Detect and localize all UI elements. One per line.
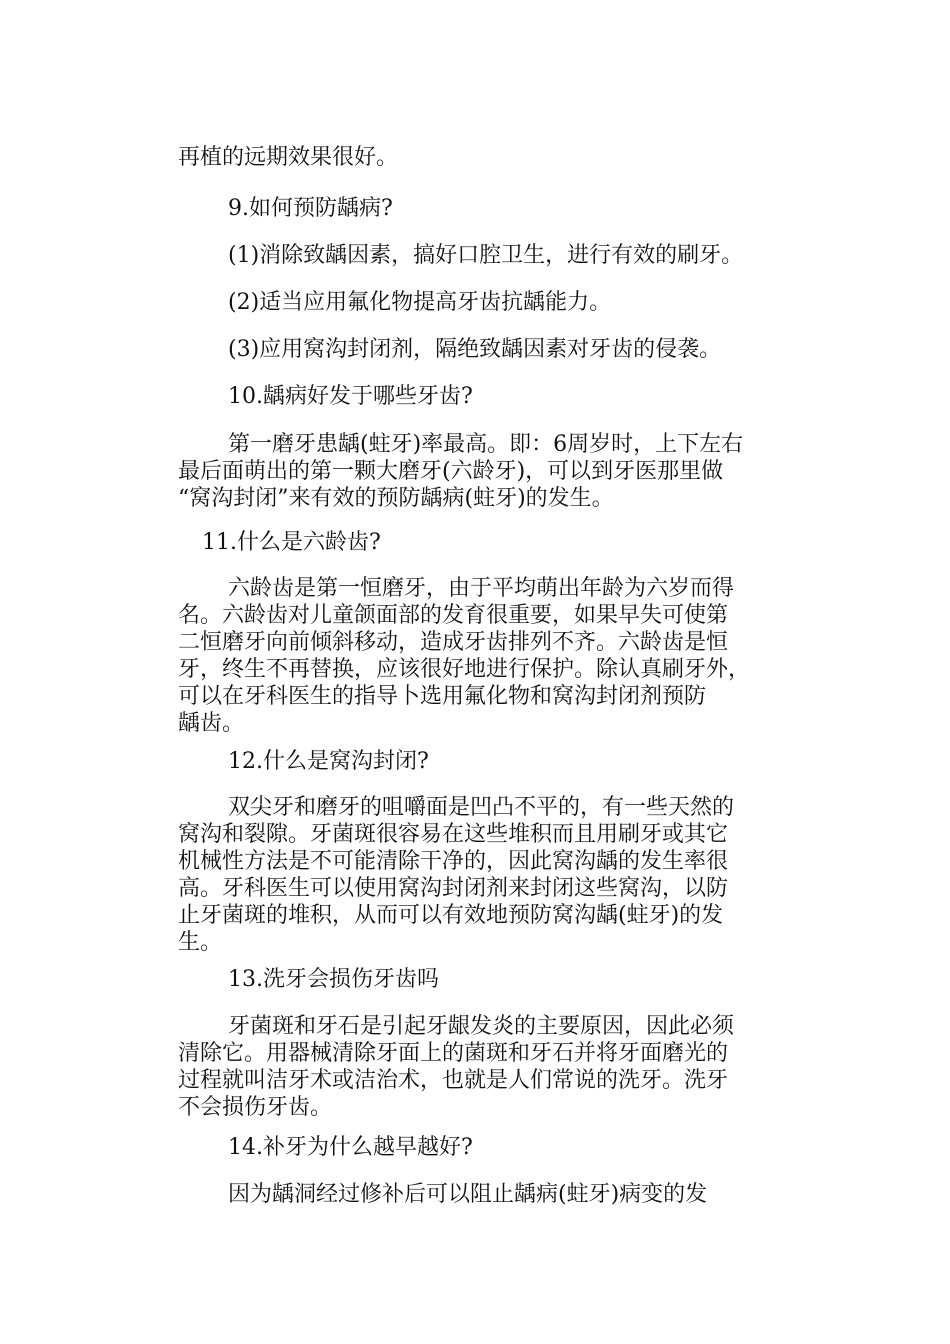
question-heading: 12.什么是窝沟封闭? bbox=[228, 749, 429, 774]
paragraph-line: 因为龋洞经过修补后可以阻止龋病(蛀牙)病变的发 bbox=[228, 1182, 708, 1207]
paragraph-line: 止牙菌斑的堆积，从而可以有效地预防窝沟龋(蛀牙)的发 bbox=[178, 903, 724, 928]
paragraph-line: 生。 bbox=[178, 930, 223, 955]
paragraph-line: 不会损伤牙齿。 bbox=[178, 1095, 333, 1120]
paragraph-line: 二恒磨牙向前倾斜移动，造成牙齿排列不齐。六龄齿是恒 bbox=[178, 630, 729, 655]
paragraph-line: 清除它。用器械清除牙面上的菌斑和牙石并将牙面磨光的 bbox=[178, 1041, 729, 1066]
paragraph-line: 再植的远期效果很好。 bbox=[178, 145, 399, 170]
paragraph-line: 第一磨牙患龋(蛀牙)率最高。即：6周岁时，上下左右 bbox=[228, 432, 744, 457]
paragraph-line: 窝沟和裂隙。牙菌斑很容易在这些堆积而且用刷牙或其它 bbox=[178, 822, 729, 847]
paragraph-line: 过程就叫洁牙术或洁治术，也就是人们常说的洗牙。洗牙 bbox=[178, 1068, 729, 1093]
paragraph-line: 牙菌斑和牙石是引起牙龈发炎的主要原因，因此必须 bbox=[228, 1014, 735, 1039]
question-heading: 11.什么是六龄齿? bbox=[202, 530, 381, 555]
question-heading: 10.龋病好发于哪些牙齿? bbox=[228, 384, 473, 409]
paragraph-line: 最后面萌出的第一颗大磨牙(六龄牙)，可以到牙医那里做 bbox=[178, 459, 724, 484]
paragraph-line: 龋齿。 bbox=[178, 711, 245, 736]
paragraph-line: 名。六龄齿对儿童颌面部的发育很重要，如果早失可使第 bbox=[178, 603, 729, 628]
paragraph-line: 机械性方法是不可能清除干净的，因此窝沟龋的发生率很 bbox=[178, 849, 729, 874]
paragraph-line: 双尖牙和磨牙的咀嚼面是凹凸不平的，有一些天然的 bbox=[228, 795, 735, 820]
list-item: (1)消除致龋因素，搞好口腔卫生，进行有效的刷牙。 bbox=[228, 243, 744, 268]
paragraph-line: 可以在牙科医生的指导卜选用氟化物和窝沟封闭剂预防 bbox=[178, 684, 707, 709]
question-heading: 9.如何预防龋病? bbox=[228, 196, 393, 221]
paragraph-line: 高。牙科医生可以使用窝沟封闭剂来封闭这些窝沟，以防 bbox=[178, 876, 729, 901]
question-heading: 14.补牙为什么越早越好? bbox=[228, 1135, 473, 1160]
paragraph-line: 牙，终生不再替换，应该很好地进行保护。除认真刷牙外， bbox=[178, 657, 751, 682]
question-heading: 13.洗牙会损伤牙齿吗 bbox=[228, 967, 439, 992]
list-item: (2)适当应用氟化物提高牙齿抗龋能力。 bbox=[228, 290, 612, 315]
paragraph-line: 六龄齿是第一恒磨牙，由于平均萌出年龄为六岁而得 bbox=[228, 576, 735, 601]
list-item: (3)应用窝沟封闭剂，隔绝致龋因素对牙齿的侵袭。 bbox=[228, 337, 722, 362]
paragraph-line: “窝沟封闭”来有效的预防龋病(蛀牙)的发生。 bbox=[178, 486, 614, 511]
